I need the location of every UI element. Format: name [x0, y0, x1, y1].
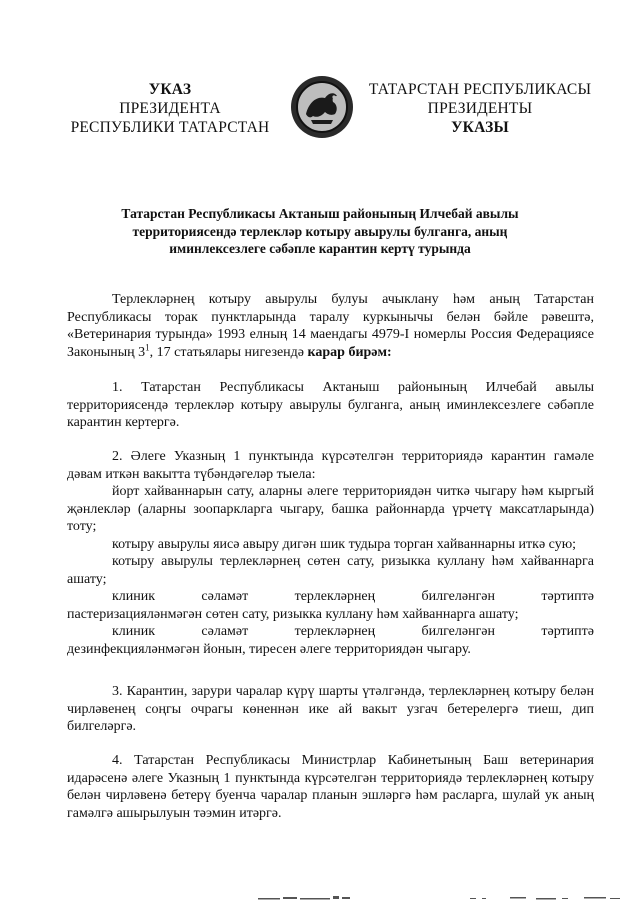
- paragraph-2-item-3: котыру авырулы терлекләрнең сөтен сату, ризыкка куллану һәм хайваннарга ашату;: [67, 554, 594, 587]
- header-left-line-3: РЕСПУБЛИКИ ТАТАРСТАН: [70, 119, 270, 136]
- title-line-1: Татарстан Республикасы Актаныш районының Илчебай авылы: [121, 206, 519, 221]
- paragraph-4-text: 4. Татарстан Республикасы Министрлар Кабинетының Баш ветеринария идарәсенә әлеге Указның 1 пунктында күрсәтелгән территориядә терлекләрнең котыру белән чирләвенә бетерү буенча чаралар планын эшләргә һәм расларга, шулай ук аның гамәлгә ашырылуын тәэмин итәргә.: [67, 753, 594, 821]
- paragraph-1-text: 1. Татарстан Республикасы Актаныш районының Илчебай авылы территориясендә терлекләр котыру авырулы булганга, аның иминлексезлеге сәбәпле карантин кертергә.: [67, 380, 594, 430]
- paragraph-1: [67, 379, 594, 432]
- paragraph-2-item-4-first-line: [67, 588, 594, 606]
- item-5-word: тәртиптә: [541, 624, 594, 639]
- header-right: [360, 80, 600, 137]
- paragraph-2-item-5-rest: дезинфекцияләнмәгән йонын, тиресен әлеге территориядән чыгару.: [67, 641, 471, 657]
- paragraph-3: [67, 683, 594, 736]
- paragraph-4: [67, 752, 594, 822]
- intro-text: Терлекләрнең котыру авырулы булуы ачыклану һәм аның Татарстан Республикасы торак пунктларында таралу куркынычы белән бәйле рәвештә, «Ветеринария турында» 1993 елның 14 маендагы 4979-I номерлы Россия Федерациясе Законының 3: [67, 292, 594, 360]
- item-5-word: сәламәт: [201, 624, 249, 639]
- intro-sup: 1: [145, 341, 150, 352]
- paragraph-3-text: 3. Карантин, зарури чаралар күрү шарты үтәлгәндә, терлекләрнең котыру белән чирләвенең соңгы очрагы көненнән ике ай вакыт узгач бетерелергә тиеш, дип билгеләргә.: [67, 684, 594, 734]
- title-line-2: территориясендә терлекләр котыру авырулы булганга, аның: [132, 223, 508, 239]
- paragraph-2-lead: 2. Әлеге Указның 1 пунктында күрсәтелгән территориядә карантин гамәле дәвам иткән вакытта түбәндәгеләр тыела:: [67, 449, 594, 482]
- item-5-word: терлекләрнең: [294, 624, 376, 639]
- intro-text-after: , 17 статьялары нигезендә: [149, 344, 308, 360]
- header-right-line-3: УКАЗЫ: [451, 119, 509, 136]
- item-4-word: тәртиптә: [541, 589, 594, 604]
- decree-title: [70, 205, 570, 258]
- intro-bold-end: карар бирәм:: [307, 344, 392, 360]
- emblem-svg: [289, 74, 355, 140]
- paragraph-2-item-2: котыру авырулы яисә авыру дигән шик тудыра торган хайваннарны иткә сую;: [112, 536, 577, 552]
- title-line-3: иминлексезлеге сәбәпле карантин кертү турында: [169, 241, 471, 256]
- paragraph-2-item-1: йорт хайваннарын сату, аларны әлеге территориядән читкә чыгару һәм кыргый җәнлекләр (аларны зоопаркларга чыгару, башка районнарда үрчетү максатларында) тоту;: [67, 484, 594, 534]
- header-left: [60, 80, 280, 137]
- item-4-word: билгеләнгән: [421, 589, 496, 604]
- item-5-word: клиник: [112, 624, 156, 639]
- item-5-word: билгеләнгән: [421, 624, 496, 639]
- scan-artifact-marks: [0, 893, 640, 903]
- header-right-line-1: ТАТАРСТАН РЕСПУБЛИКАСЫ: [368, 81, 592, 98]
- paragraph-2-item-4-rest: пастеризацияләнмәгән сөтен сату, ризыкка куллану һәм хайваннарга ашату;: [67, 606, 519, 622]
- paragraph-2-item-5-first-line: [67, 623, 594, 641]
- item-4-word: сәламәт: [201, 589, 249, 604]
- paragraph-2: [67, 448, 594, 658]
- header-right-line-2: ПРЕЗИДЕНТЫ: [427, 100, 533, 117]
- header-left-line-1: УКАЗ: [148, 81, 192, 98]
- item-4-word: терлекләрнең: [294, 589, 376, 604]
- intro-paragraph: [67, 291, 594, 361]
- tatarstan-coat-of-arms-icon: [289, 74, 355, 140]
- item-4-word: клиник: [112, 589, 156, 604]
- header-left-line-2: ПРЕЗИДЕНТА: [119, 100, 221, 117]
